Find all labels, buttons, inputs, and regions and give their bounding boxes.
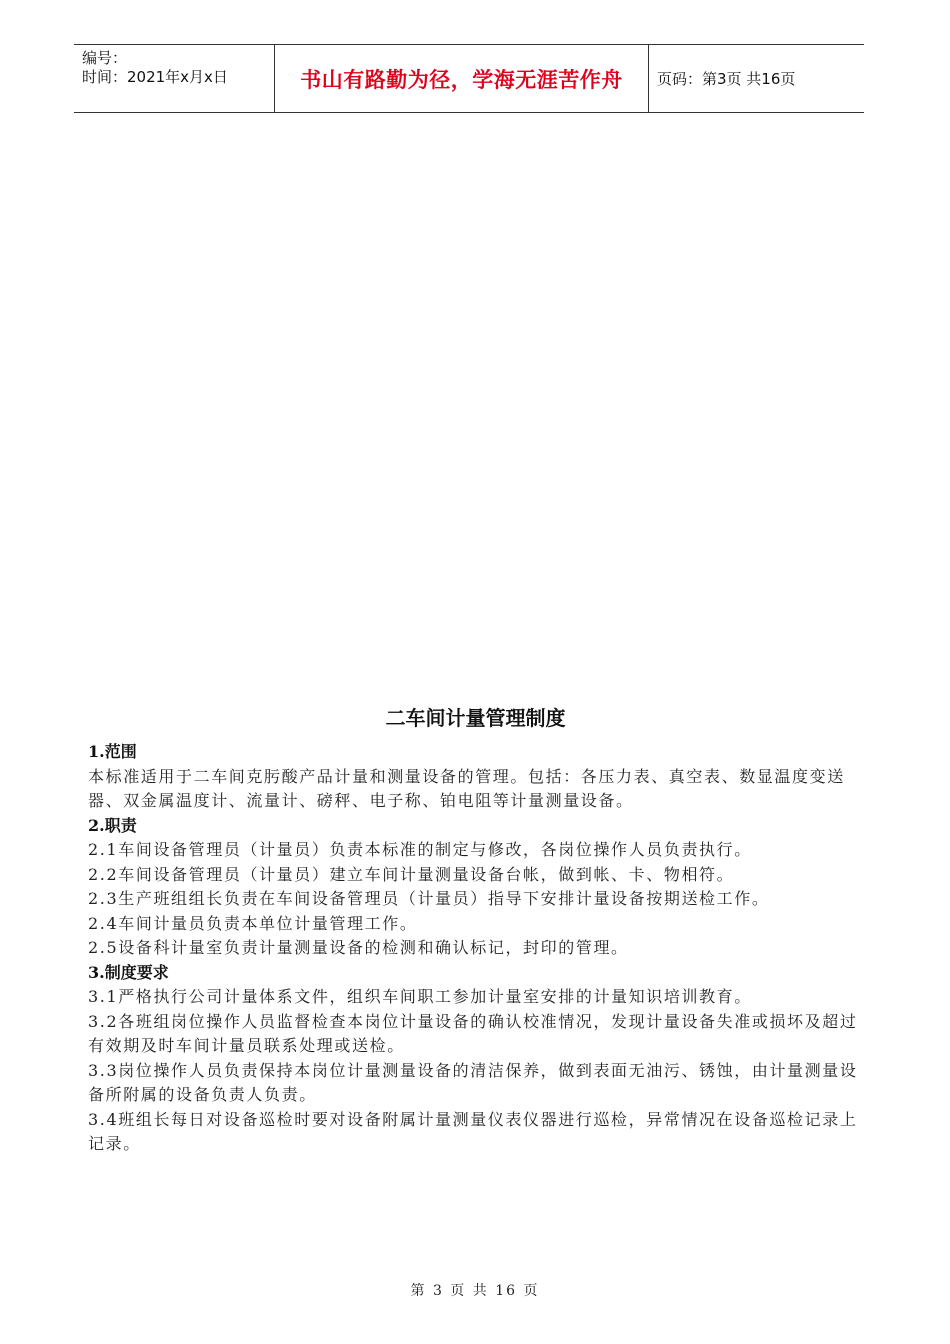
paragraph: 本标准适用于二车间克肟酸产品计量和测量设备的管理。包括：各压力表、真空表、数显温度变送器、双金属温度计、流量计、磅秤、电子称、铂电阻等计量测量设备。 — [88, 766, 845, 810]
header-motto-cell — [275, 45, 649, 112]
section-heading: 2.职责 — [88, 815, 137, 835]
paragraph: 2.4车间计量员负责本单位计量管理工作。 — [88, 913, 418, 933]
section-responsibilities — [88, 814, 863, 961]
document-title: 二车间计量管理制度 — [385, 706, 566, 730]
section-scope — [88, 740, 863, 814]
document-time-label: 时间：2021年x月x日 — [82, 68, 228, 86]
header-page-info-cell — [649, 45, 864, 112]
page-footer: 第 3 页 共 16 页 — [410, 1283, 540, 1299]
paragraph: 3.1严格执行公司计量体系文件，组织车间职工参加计量室安排的计量知识培训教育。 — [88, 987, 752, 1006]
paragraph: 3.2各班组岗位操作人员监督检查本岗位计量设备的确认校准情况，发现计量设备失准或损坏及超过有效期及时车间计量员联系处理或送检。 — [88, 1011, 858, 1055]
section-heading: 1.范围 — [88, 742, 137, 761]
paragraph: 2.2车间设备管理员（计量员）建立车间计量测量设备台帐，做到帐、卡、物相符。 — [88, 864, 735, 884]
header-motto: 书山有路勤为径，学海无涯苦作舟 — [300, 67, 623, 92]
paragraph: 2.1车间设备管理员（计量员）负责本标准的制定与修改，各岗位操作人员负责执行。 — [88, 840, 752, 859]
paragraph: 3.4班组长每日对设备巡检时要对设备附属计量测量仪表仪器进行巡检，异常情况在设备巡检记录上记录。 — [88, 1109, 858, 1153]
paragraph: 2.3生产班组组长负责在车间设备管理员（计量员）指导下安排计量设备按期送检工作。 — [88, 889, 770, 908]
header-meta — [74, 45, 275, 112]
paragraph: 2.5设备科计量室负责计量测量设备的检测和确认标记，封印的管理。 — [88, 938, 629, 957]
page-header — [74, 44, 864, 113]
header-page-info: 页码：第3页 共16页 — [657, 70, 796, 88]
document-number-label: 编号： — [82, 49, 128, 67]
section-requirements — [88, 961, 863, 1157]
section-heading: 3.制度要求 — [88, 962, 169, 982]
document-body — [88, 700, 863, 1157]
paragraph: 3.3岗位操作人员负责保持本岗位计量测量设备的清洁保养，做到表面无油污、锈蚀，由计量测量设备所附属的设备负责人负责。 — [88, 1060, 858, 1104]
